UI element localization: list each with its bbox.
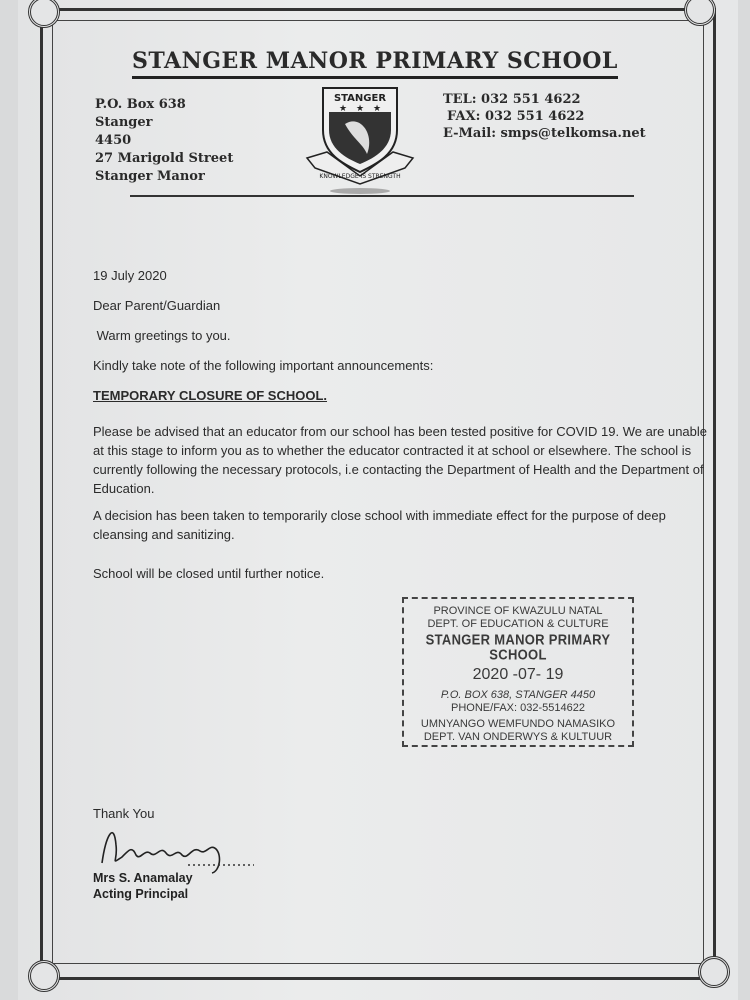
postal-address bbox=[95, 96, 233, 186]
contact-details bbox=[443, 91, 646, 142]
stamp-line: PROVINCE OF KWAZULU NATAL bbox=[433, 605, 603, 617]
svg-text:STANGER: STANGER bbox=[333, 93, 387, 104]
school-crest-logo bbox=[305, 84, 415, 199]
stamp-school: STANGER MANOR PRIMARY SCHOOL bbox=[425, 630, 611, 664]
svg-text:★: ★ bbox=[373, 103, 382, 113]
corner-ornament bbox=[28, 960, 60, 992]
svg-text:★: ★ bbox=[339, 103, 348, 113]
stamp-line: DEPT. OF EDUCATION & CULTURE bbox=[427, 618, 609, 630]
telephone: TEL: 032 551 4622 bbox=[443, 92, 581, 107]
stamp-phone: PHONE/FAX: 032-5514622 bbox=[451, 702, 585, 714]
signer-name: Mrs S. Anamalay bbox=[93, 871, 193, 885]
stamp-line: DEPT. VAN ONDERWYS & KULTUUR bbox=[423, 731, 613, 743]
paragraph-closure: A decision has been taken to temporarily close school with immediate effect for the purpose of deep cleansing and sanitizing. bbox=[93, 508, 666, 542]
school-name-heading: STANGER MANOR PRIMARY SCHOOL bbox=[132, 48, 618, 79]
svg-text:★: ★ bbox=[356, 103, 365, 113]
address-line: 27 Marigold Street bbox=[95, 151, 234, 166]
corner-ornament bbox=[698, 956, 730, 988]
fax: FAX: 032 551 4622 bbox=[447, 109, 585, 124]
paragraph-covid: Please be advised that an educator from our school has been tested positive for COVID 19. We are unable at this stage to inform you as to whether the educator contracted it at school or elsewhere. The school is currently following the necessary protocols, i.e contacting the Department of Health and the Department of Education. bbox=[93, 424, 708, 496]
salutation: Dear Parent/Guardian bbox=[93, 298, 221, 313]
address-line: Stanger Manor bbox=[95, 169, 205, 184]
paragraph-notice: School will be closed until further notice. bbox=[93, 566, 325, 581]
signatory bbox=[93, 870, 193, 902]
intro-text: Kindly take note of the following important announcements: bbox=[93, 358, 434, 373]
official-stamp bbox=[402, 597, 634, 747]
stamp-address: P.O. BOX 638, STANGER 4450 bbox=[440, 689, 596, 701]
greeting: Warm greetings to you. bbox=[93, 328, 231, 343]
announcement-heading: TEMPORARY CLOSURE OF SCHOOL. bbox=[93, 388, 328, 403]
stamp-date: 2020 -07- 19 bbox=[472, 666, 564, 683]
address-line: P.O. Box 638 bbox=[95, 97, 186, 112]
address-line: 4450 bbox=[95, 133, 132, 148]
email: E-Mail: smps@telkomsa.net bbox=[443, 126, 646, 141]
signer-title: Acting Principal bbox=[93, 887, 189, 901]
closing: Thank You bbox=[93, 806, 155, 821]
address-line: Stanger bbox=[95, 115, 153, 130]
letterhead-divider bbox=[130, 195, 634, 197]
svg-text:KNOWLEDGE IS STRENGTH: KNOWLEDGE IS STRENGTH bbox=[319, 173, 401, 180]
stamp-line: UMNYANGO WEMFUNDO NAMASIKO bbox=[420, 718, 616, 730]
letter-date: 19 July 2020 bbox=[93, 268, 167, 283]
